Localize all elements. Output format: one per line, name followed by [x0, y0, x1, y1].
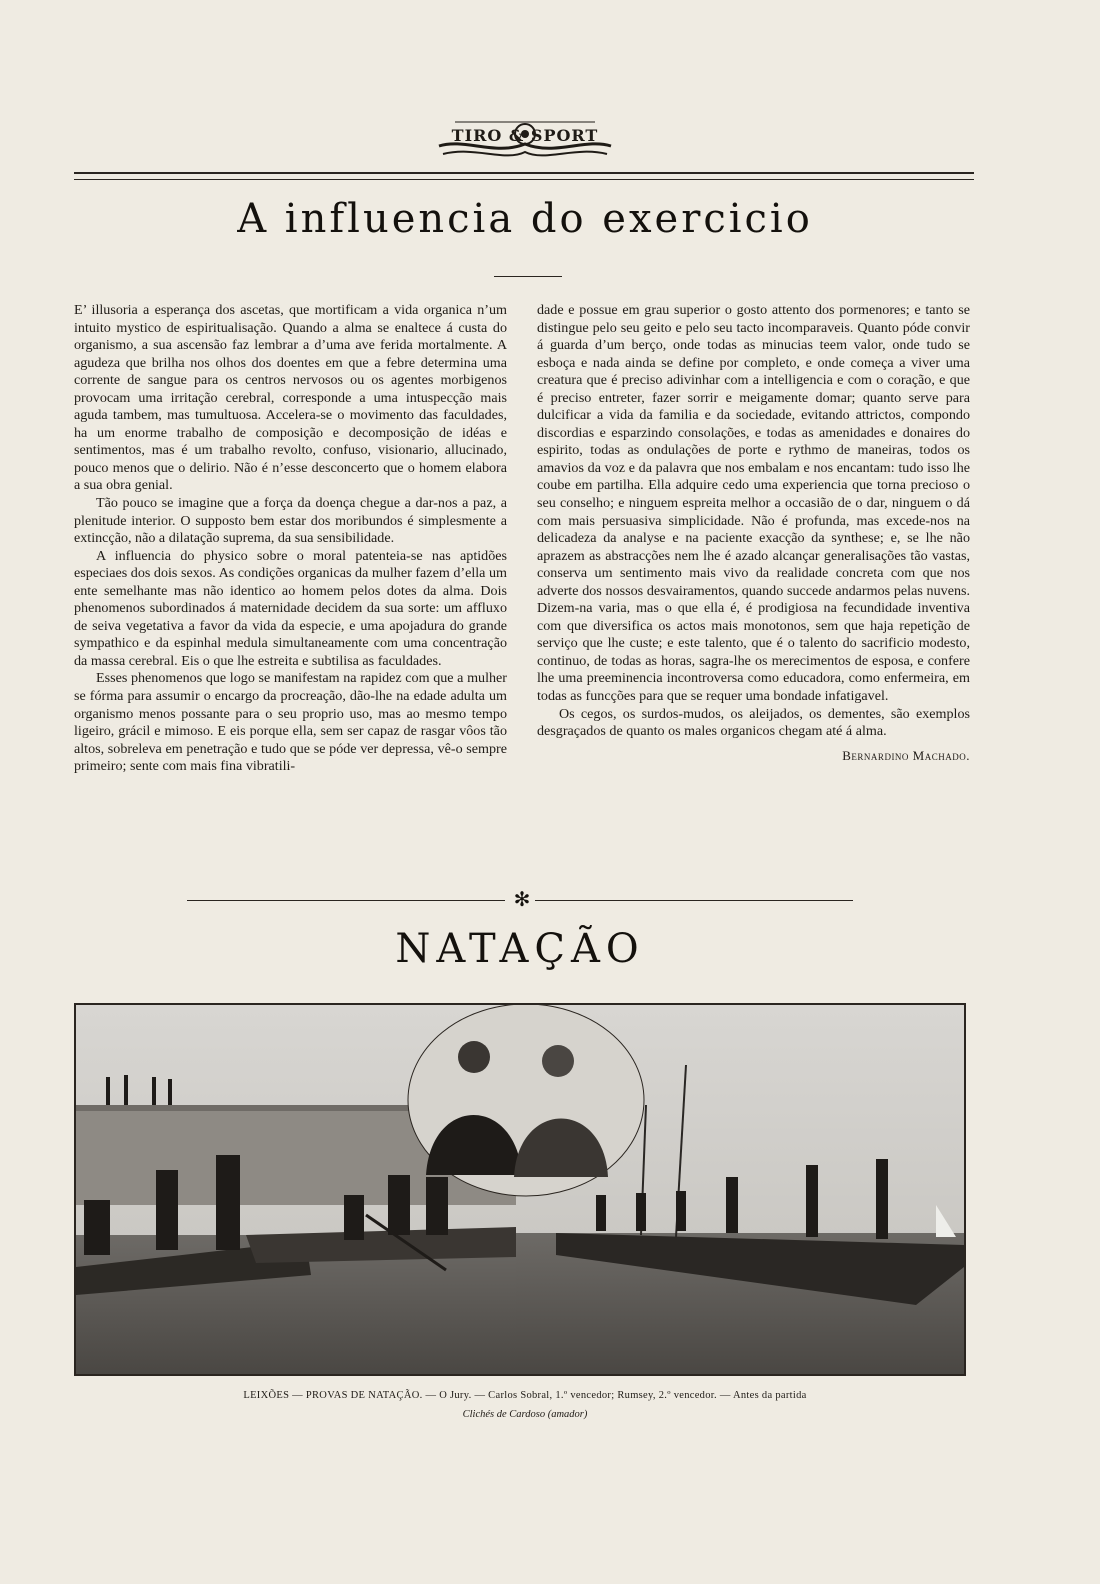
article-paragraph: Esses phenomenos que logo se manifestam na rapidez com que a mulher se fórma para assumir o encargo da procreação, dão-lhe na edade adulta um organismo menos possante para o seu proprio uso, mas ao mesmo tempo ligeiro, grácil e mimoso. E eis porque ella, sem ser capaz de rasgar vôos tão altos, sobreleva em penetração e tudo que se póde ver depressa, vê-o sempre primeiro; sente com mais fina vibratili- — [74, 670, 507, 775]
photo-collage — [76, 1005, 964, 1374]
article-paragraph: dade e possue em grau superior o gosto attento dos pormenores; e tanto se distingue pelo seu geito e pelo seu tacto incomparaveis. Quanto póde convir á guarda d’um berço, onde todas as minucias teem valor, onde tudo se esboça e nada ainda se define por completo, e onde começa a viver uma creatura que é preciso adivinhar com a intelligencia e com o coração, e que é preciso entreter, fazer sorrir e meigamente domar; quanto serve para dulcificar a vida da familia e da sociedade, evitando attrictos, compondo discordias e esparzindo consolações, e todas as amenidades e donaires do espirito, todas as ondulações de porte e rythmo de maneiras, todos os amavios da voz e da palavra que nos embalam e nos encantam: tudo isso lhe coube em partilha. Ella adquire cedo uma experiencia que torna precioso o seu conselho; e ninguem espreita melhor a occasião de o dar, ninguem o dá com mais persuasiva simplicidade. Não é profunda, mas excede-nos na delicadeza da analyse e na paciente exacção da synthese; e, se lhe não aprazem as abstracções nem lhe é azado alcançar generalisações tão vastas, conserva um sentimento mais vivo da realidade concreta com que nos adverte dos nossos desvairamentos, quando succede andarmos pelas nuvens. Dizem-na varia, mas o que ella é, é prodigiosa na fecundidade inventiva com que diversifica os actos mais monotonos, sem que haja repetição de serviço que lhe custe; e este talento, que é o talento do sacrificio modesto, continuo, de todas as horas, sagra-lhe os merecimentos de esposa, e confere lhe uma preeminencia incontroversa como educadora, como enfermeira, em todas as funcções para que se requer uma bondade infatigavel. — [537, 302, 970, 705]
article-author: Bernardino Machado. — [842, 747, 970, 763]
separator-rule-right — [535, 900, 853, 901]
photo-caption-text: LEIXÕES — PROVAS DE NATAÇÃO. — O Jury. — Carlos Sobral, 1.º vencedor; Rumsey, 2.º vencedor. — Antes da partida — [243, 1390, 807, 1401]
article-paragraph: Os cegos, os surdos-mudos, os aleijados, os dementes, são exemplos desgraçados de quanto os males organicos chegam até á alma. — [537, 705, 970, 740]
article-paragraph: A influencia do physico sobre o moral patenteia-se nas aptidões especiaes dos dois sexos. As condições organicas da mulher fazem d’ella um ente semelhante mas não identico ao homem pelos dotes da alma. Dois phenomenos subordinados á maternidade decidem da sua sorte: um affluxo de seiva vegetativa a favor da vida da especie, e uma apojadura do grande sympathico e da espinhal medula simultaneamente com uma concentração da massa cerebral. Eis o que lhe estreita e subtilisa as faculdades. — [74, 547, 507, 669]
separator-rule-left — [187, 900, 505, 901]
article-column-right — [537, 302, 970, 764]
masthead-logo-text: TIRO & SPORT — [451, 126, 599, 145]
photo-credit: Clichés de Cardoso (amador) — [462, 1409, 588, 1420]
masthead — [0, 112, 1100, 172]
article-paragraph: E’ illusoria a esperança dos ascetas, que mortificam a vida organica n’um intuito mystico de espiritualisação. Quando a alma se enaltece á custa do organismo, a sua ascensão faz lembrar a d’uma ave ferida mortalmente. A agudeza que brilha nos olhos dos doentes em que a febre determina uma corrente de sangue para os centros nervosos ou os agentes morbigenos provocam uma irritação cerebral, corresponde a uma intuspecção mais aguda tambem, mas tumultuosa. Accelera-se o movimento das faculdades, ha um enorme trabalho de composição e decomposição de idéas e sentimentos, mas é um trabalho revolto, confuso, visionario, allucinado, pouco menos que o delirio. Não é n’esse desconcerto que o homem elabora a sua obra genial. — [74, 302, 507, 494]
photo-portraits-oval — [408, 1005, 644, 1196]
separator-ornament-icon: ✻ — [513, 889, 531, 911]
header-rule — [74, 172, 974, 180]
article-column-left — [74, 302, 507, 776]
title-underline — [494, 276, 562, 277]
section-title: NATAÇÃO — [395, 926, 645, 972]
article-title: A influencia do exercicio — [237, 196, 813, 242]
swimming-photograph — [74, 1003, 966, 1376]
article-paragraph: Tão pouco se imagine que a força da doença chegue a dar-nos a paz, a plenitude interior. O supposto bem estar dos moribundos é simplesmente a extincção, não a dilatação suprema, da sua sensibilidade. — [74, 495, 507, 547]
